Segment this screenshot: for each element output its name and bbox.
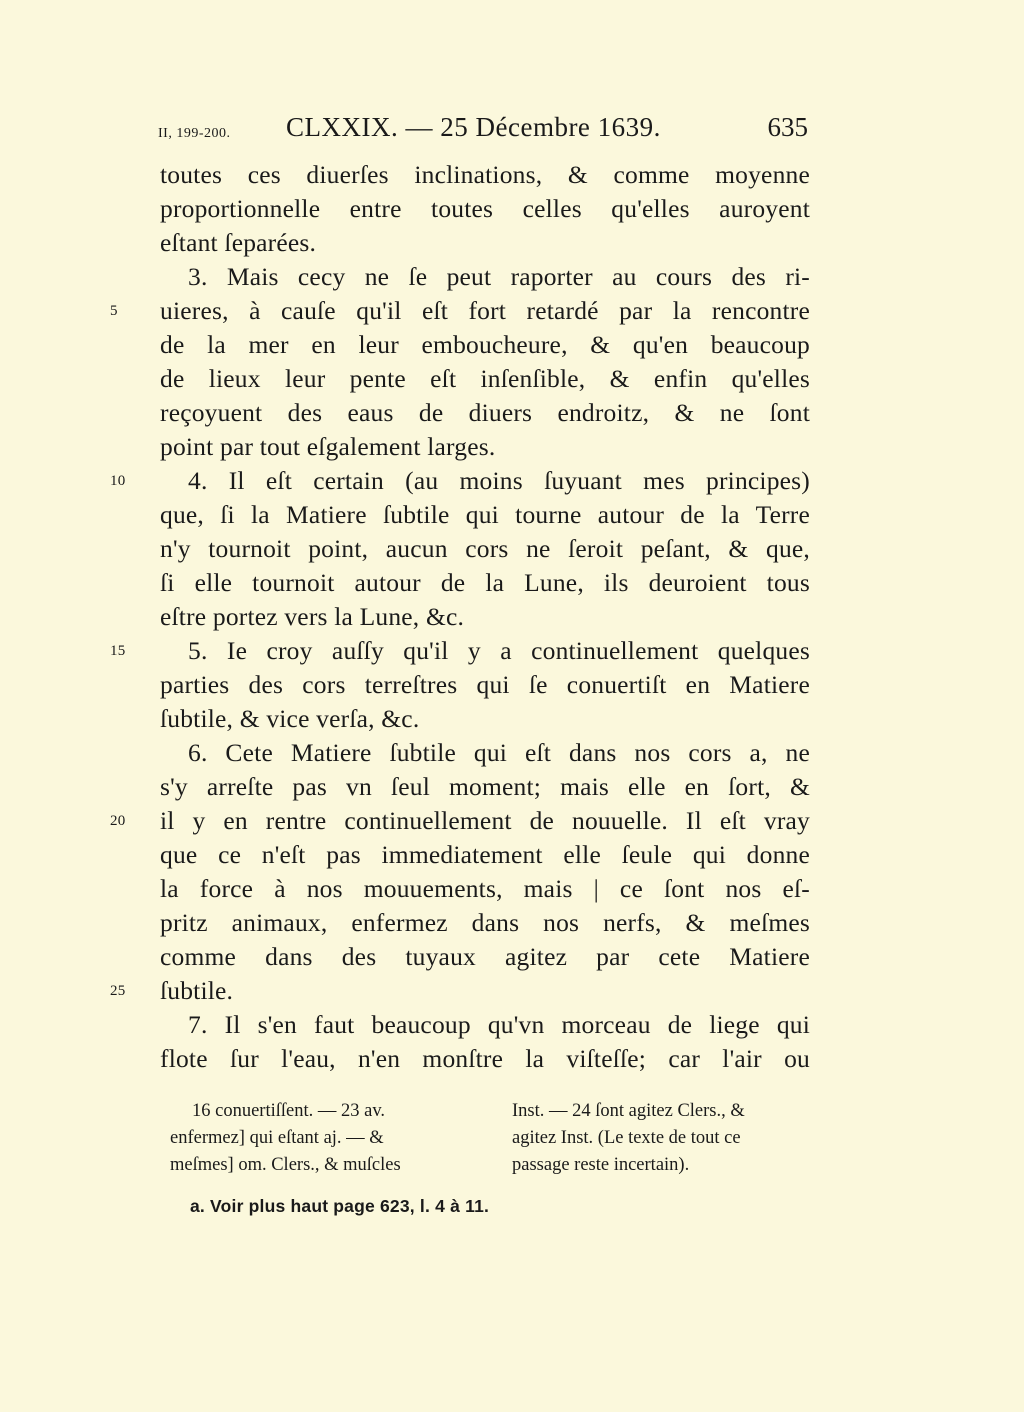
apparatus-line: Inst. — 24 ſont agitez Clers., & xyxy=(512,1101,745,1121)
line-text: ſubtile, & vice verſa, &c. xyxy=(160,704,420,733)
text-line xyxy=(160,430,810,464)
text-line xyxy=(160,328,810,362)
line-text: toutes ces diuerſes inclinations, & comme moyenne xyxy=(160,160,810,189)
text-line xyxy=(110,294,810,328)
text-line xyxy=(160,362,810,396)
text-line xyxy=(160,226,810,260)
line-text: de lieux leur pente eſt inſenſible, & enfin qu'elles xyxy=(160,364,810,393)
line-text: parties des cors terreſtres qui ſe conuertiſt en Matiere xyxy=(160,670,810,699)
text-line xyxy=(160,396,810,430)
text-line xyxy=(160,498,810,532)
line-text: 3. Mais cecy ne ſe peut raporter au cours des ri- xyxy=(188,262,810,291)
line-text: n'y tournoit point, aucun cors ne ſeroit peſant, & que, xyxy=(160,534,810,563)
line-text: reçoyuent des eaus de diuers endroitz, & ne ſont xyxy=(160,398,810,427)
text-line xyxy=(110,464,810,498)
line-text: s'y arreſte pas vn ſeul moment; mais elle en ſort, & xyxy=(160,772,810,801)
text-line xyxy=(160,1008,810,1042)
line-text: 7. Il s'en faut beaucoup qu'vn morceau de liege qui xyxy=(188,1010,810,1039)
line-number: 25 xyxy=(110,983,126,999)
apparatus-left-column xyxy=(170,1098,475,1179)
line-text: que, ſi la Matiere ſubtile qui tourne autour de la Terre xyxy=(160,500,810,529)
line-text: flote ſur l'eau, n'en monſtre la viſteſſe; car l'air ou xyxy=(160,1044,810,1073)
footnote: a. Voir plus haut page 623, l. 4 à 11. xyxy=(190,1196,490,1216)
text-line xyxy=(160,668,810,702)
text-line xyxy=(160,1042,810,1076)
line-text: de la mer en leur emboucheure, & qu'en beaucoup xyxy=(160,330,810,359)
line-number: 5 xyxy=(110,303,118,319)
text-line xyxy=(110,804,810,838)
line-number: 15 xyxy=(110,643,126,659)
line-text: proportionnelle entre toutes celles qu'elles auroyent xyxy=(160,194,810,223)
line-text: 4. Il eſt certain (au moins ſuyuant mes principes) xyxy=(188,466,810,495)
text-line xyxy=(160,770,810,804)
line-text: ſi elle tournoit autour de la Lune, ils deuroient tous xyxy=(160,568,810,597)
line-text: pritz animaux, enfermez dans nos nerfs, & meſmes xyxy=(160,908,810,937)
apparatus-line: enfermez] qui eſtant aj. — & xyxy=(170,1128,384,1148)
body-text xyxy=(110,158,810,1076)
line-text: eſtant ſeparées. xyxy=(160,228,317,257)
line-text: point par tout eſgalement larges. xyxy=(160,432,496,461)
apparatus-line: agitez Inst. (Le texte de tout ce xyxy=(512,1128,741,1148)
text-line xyxy=(160,566,810,600)
critical-apparatus xyxy=(170,1098,820,1188)
text-line xyxy=(160,702,810,736)
text-line xyxy=(160,838,810,872)
line-text: il y en rentre continuellement de nouuelle. Il eſt vray xyxy=(160,806,810,835)
text-line xyxy=(160,940,810,974)
line-text: 6. Cete Matiere ſubtile qui eſt dans nos cors a, ne xyxy=(188,738,810,767)
running-header xyxy=(158,112,808,152)
line-text: eſtre portez vers la Lune, &c. xyxy=(160,602,465,631)
text-line xyxy=(160,872,810,906)
line-text: ſubtile. xyxy=(160,976,234,1005)
header-reference: II, 199-200. xyxy=(158,126,231,141)
apparatus-line: meſmes] om. Clers., & muſcles xyxy=(170,1155,401,1175)
header-title: CLXXIX. — 25 Décembre 1639. xyxy=(286,112,661,142)
text-line xyxy=(160,532,810,566)
text-line xyxy=(160,736,810,770)
line-text: que ce n'eſt pas immediatement elle ſeule qui donne xyxy=(160,840,810,869)
apparatus-line: 16 conuertiſſent. — 23 av. xyxy=(192,1101,386,1121)
text-line xyxy=(110,634,810,668)
line-number: 20 xyxy=(110,813,126,829)
apparatus-line: passage reste incertain). xyxy=(512,1155,690,1175)
text-line xyxy=(160,906,810,940)
text-line xyxy=(160,600,810,634)
text-line xyxy=(110,974,810,1008)
line-text: 5. Ie croy auſſy qu'il y a continuellement quelques xyxy=(188,636,810,665)
page-number: 635 xyxy=(767,112,808,142)
apparatus-right-column xyxy=(512,1098,817,1179)
text-line xyxy=(160,192,810,226)
line-number: 10 xyxy=(110,473,126,489)
line-text: comme dans des tuyaux agitez par cete Matiere xyxy=(160,942,810,971)
line-text: la force à nos mouuements, mais | ce ſont nos eſ- xyxy=(160,874,810,903)
text-line xyxy=(160,158,810,192)
line-text: uieres, à cauſe qu'il eſt fort retardé par la rencontre xyxy=(160,296,810,325)
text-line xyxy=(160,260,810,294)
